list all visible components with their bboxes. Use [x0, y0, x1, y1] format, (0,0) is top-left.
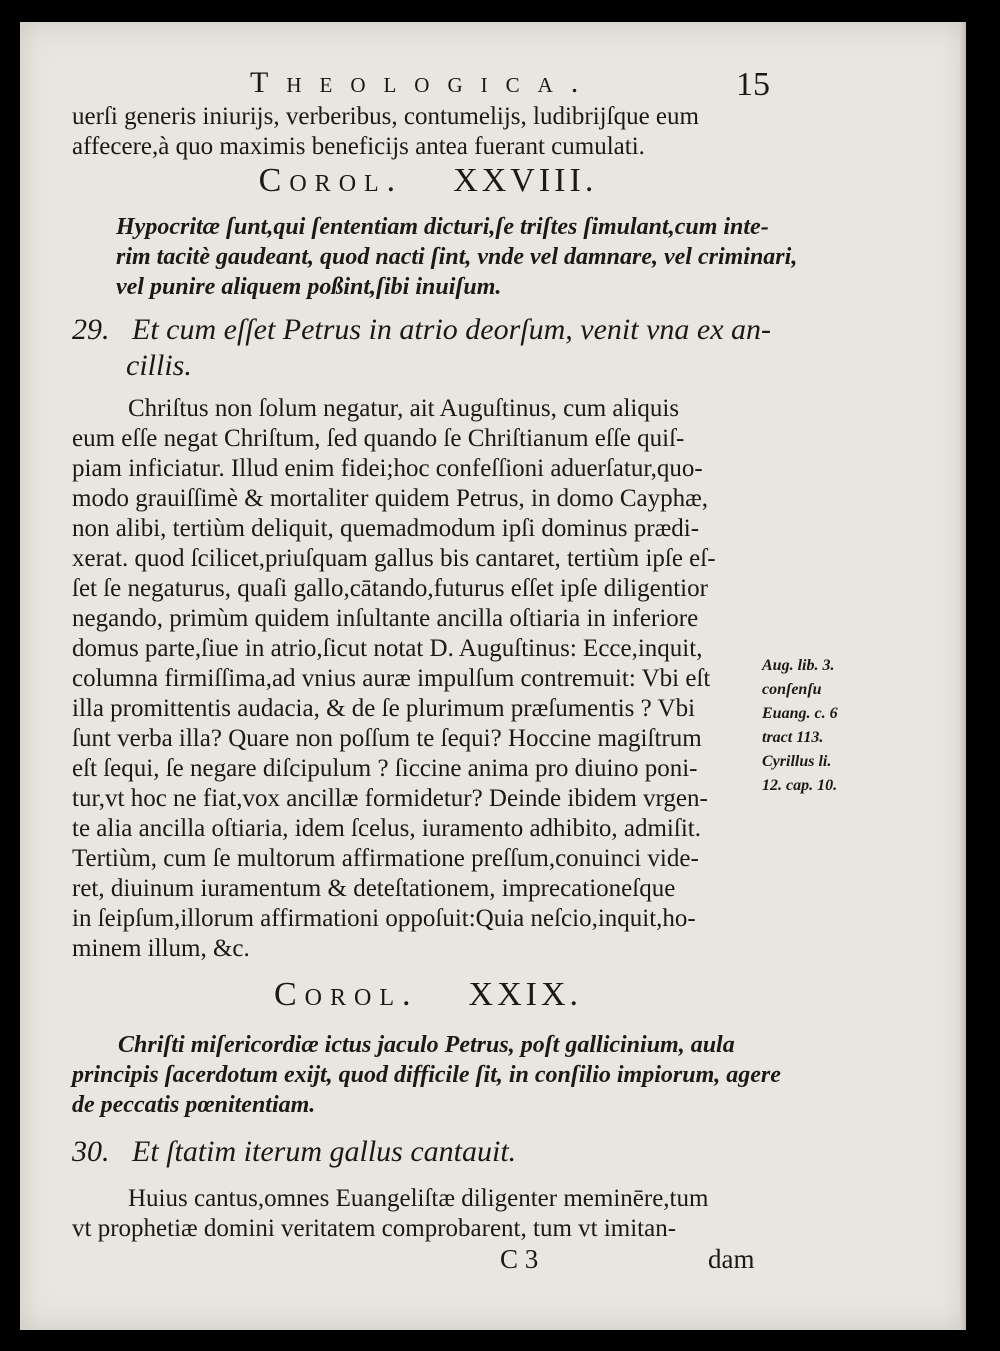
verse-text: Et ſtatim iterum gallus cantauit. — [132, 1135, 517, 1168]
signature-mark: C 3 — [500, 1244, 539, 1274]
thesis-line: principis ſacerdotum exijt, quod difficile ſit, in conſilio impiorum, agere — [72, 1062, 781, 1088]
text-line: columna firmiſſima,ad vnius auræ impulſum contremuit: Vbi eſt — [72, 665, 711, 692]
margin-note: Cyrillus li. — [762, 753, 832, 770]
verse-line — [72, 1134, 784, 1170]
text-line: vt prophetiæ domini veritatem comprobarent, tum vt imitan- — [72, 1215, 677, 1242]
verse-number: 29. — [72, 313, 110, 346]
margin-note: 12. cap. 10. — [762, 777, 838, 794]
verse-line: cillis. — [126, 349, 192, 382]
text-line: piam inficiatur. Illud enim fidei;hoc confeſſioni aduerſatur,quo- — [72, 455, 703, 482]
text-line: xerat. quod ſcilicet,priuſquam gallus bis cantaret, tertiùm ipſe eſ- — [72, 545, 716, 572]
corollary-heading-29 — [72, 976, 784, 1014]
text-line: eum eſſe negat Chriſtum, ſed quando ſe Chriſtianum eſſe quiſ- — [72, 425, 685, 452]
corollary-numeral: XXIX. — [468, 976, 582, 1013]
corollary-label: Corol. — [274, 976, 419, 1013]
thesis-line: Chriſti miſericordiæ ictus jaculo Petrus, poſt gallicinium, aula — [118, 1032, 735, 1058]
text-line: ſunt verba illa? Quare non poſſum te ſequi? Hoccine magiſtrum — [72, 725, 702, 752]
corollary-numeral: XXVIII. — [453, 162, 598, 199]
text-line: ſet ſe negaturus, quaſi gallo,cātando,futurus eſſet ipſe diligentior — [72, 575, 708, 602]
commentary-paragraph-1 — [72, 394, 784, 964]
thesis-line: rim tacitè gaudeant, quod nacti ſint, vnde vel damnare, vel criminari, — [116, 244, 798, 270]
text-line: non alibi, tertiùm deliquit, quemadmodum ipſi dominus prædi- — [72, 515, 700, 542]
text-line: ret, diuinum iuramentum & deteſtationem, imprecationeſque — [72, 875, 676, 902]
verse-29 — [72, 312, 784, 384]
text-line: negando, primùm quidem inſultante ancilla oſtiaria in inferiore — [72, 605, 699, 632]
corollary-thesis-29 — [72, 1030, 784, 1120]
text-line: uerſi generis iniurijs, verberibus, contumelijs, ludibrijſque eum — [72, 103, 699, 130]
corollary-thesis-28 — [116, 212, 798, 302]
text-line: minem illum, &c. — [72, 935, 250, 962]
text-line: eſt ſequi, ſe negare diſcipulum ? ſiccine anima pro diuino poni- — [72, 755, 698, 782]
margin-note: Aug. lib. 3. — [762, 657, 835, 674]
corollary-label: Corol. — [258, 162, 404, 199]
margin-note: conſenſu — [762, 681, 822, 698]
book-page — [20, 22, 966, 1330]
verse-text: Et cum eſſet Petrus in atrio deorſum, venit vna ex an- — [132, 313, 772, 346]
text-line: Huius cantus,omnes Euangeliſtæ diligenter meminēre,tum — [128, 1185, 709, 1212]
text-line: Tertiùm, cum ſe multorum affirmatione preſſum,conuinci vide- — [72, 845, 699, 872]
running-title: Theologica. — [250, 66, 597, 99]
intro-text — [72, 102, 784, 162]
thesis-line: Hypocritæ ſunt,qui ſententiam dicturi,ſe triſtes ſimulant,cum inte- — [116, 214, 769, 240]
text-line: in ſeipſum,illorum affirmationi oppoſuit:Quia neſcio,inquit,ho- — [72, 905, 696, 932]
commentary-paragraph-2 — [72, 1184, 784, 1244]
thesis-line: vel punire aliquem poßint,ſibi inuiſum. — [116, 274, 502, 300]
text-line: domus parte,ſiue in atrio,ſicut notat D. Auguſtinus: Ecce,inquit, — [72, 635, 703, 662]
margin-note: tract 113. — [762, 729, 824, 746]
thesis-line: de peccatis pœnitentiam. — [72, 1092, 316, 1118]
text-line: Chriſtus non ſolum negatur, ait Auguſtinus, cum aliquis — [128, 395, 680, 422]
text-line: illa promittentis audacia, & de ſe plurimum præſumentis ? Vbi — [72, 695, 696, 722]
page-edge — [960, 22, 966, 1330]
verse-number: 30. — [72, 1135, 110, 1168]
margin-notes — [762, 654, 838, 798]
corollary-heading-28 — [72, 162, 784, 200]
text-line: tur,vt hoc ne fiat,vox ancillæ formidetur? Deinde ibidem vrgen- — [72, 785, 708, 812]
verse-line — [72, 312, 784, 348]
text-line: modo grauiſſimè & mortaliter quidem Petrus, in domo Cayphæ, — [72, 485, 709, 512]
text-line: affecere,à quo maximis beneficijs antea fuerant cumulati. — [72, 133, 645, 160]
text-line: te alia ancilla oſtiaria, idem ſcelus, iuramento adhibito, admiſit. — [72, 815, 701, 842]
margin-note: Euang. c. 6 — [762, 705, 838, 722]
catchword: dam — [708, 1244, 755, 1274]
verse-30 — [72, 1134, 784, 1170]
folio-number: 15 — [736, 66, 770, 103]
